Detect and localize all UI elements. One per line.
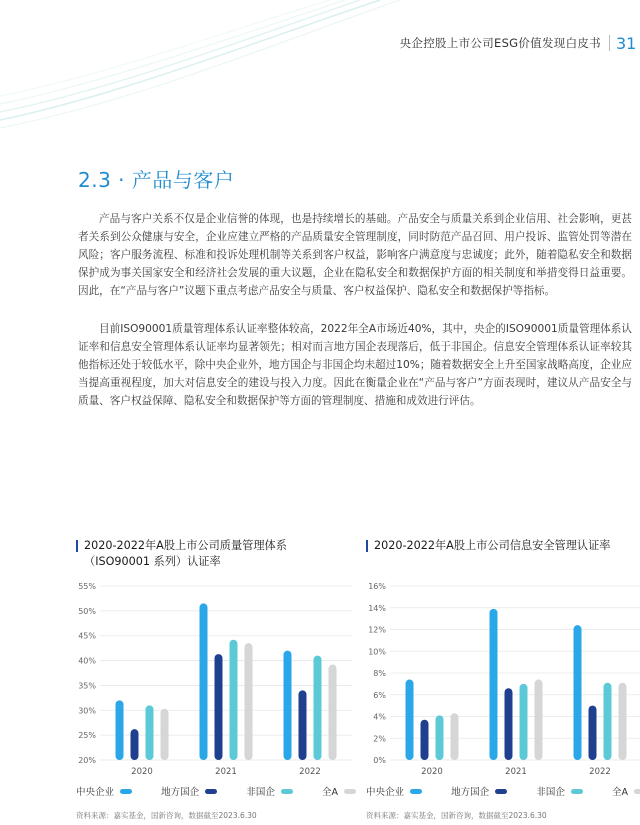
bar xyxy=(299,690,307,760)
x-tick-label: 2021 xyxy=(505,767,527,777)
legend-label: 地方国企 xyxy=(451,787,490,798)
page-number: 31 xyxy=(616,33,637,53)
legend-swatch xyxy=(495,789,507,794)
bar xyxy=(200,603,208,760)
chart-legend xyxy=(366,784,640,798)
bar xyxy=(574,625,582,760)
legend-swatch xyxy=(205,789,217,794)
y-tick-label: 50% xyxy=(78,606,96,616)
title-marker xyxy=(76,540,78,552)
y-tick-label: 30% xyxy=(78,706,96,716)
y-tick-label: 35% xyxy=(78,681,96,691)
bar xyxy=(215,654,223,760)
chart-title-text: 2020-2022年A股上市公司信息安全管理认证率 xyxy=(374,539,611,552)
legend-swatch xyxy=(120,789,132,794)
bar xyxy=(161,709,169,760)
chart-title-text: 2020-2022年A股上市公司质量管理体系（ISO90001 系列）认证率 xyxy=(84,539,287,568)
chart-plot xyxy=(70,580,360,780)
y-tick-label: 45% xyxy=(78,631,96,641)
y-tick-label: 20% xyxy=(78,756,96,765)
x-tick-label: 2022 xyxy=(589,767,611,777)
legend-item xyxy=(366,784,422,798)
x-tick-label: 2020 xyxy=(421,767,443,777)
y-tick-label: 55% xyxy=(78,582,96,591)
y-tick-label: 6% xyxy=(373,690,386,700)
bar xyxy=(329,665,337,760)
bar xyxy=(116,700,124,760)
y-tick-label: 0% xyxy=(373,756,386,765)
legend-item xyxy=(246,784,293,798)
bar xyxy=(230,640,238,760)
legend-item xyxy=(451,784,507,798)
legend-item xyxy=(76,784,132,798)
legend-label: 全A xyxy=(611,787,628,798)
legend-swatch xyxy=(344,789,356,794)
chart-infosec-certification xyxy=(360,534,640,820)
legend-label: 地方国企 xyxy=(161,787,200,798)
y-tick-label: 16% xyxy=(368,582,386,591)
legend-swatch xyxy=(571,789,583,794)
y-tick-label: 25% xyxy=(78,731,96,741)
bar xyxy=(284,651,292,760)
legend-swatch xyxy=(410,789,422,794)
legend-item xyxy=(161,784,217,798)
bar xyxy=(604,683,612,760)
legend-label: 全A xyxy=(321,787,338,798)
legend-item xyxy=(536,784,583,798)
legend-item xyxy=(612,784,640,798)
chart-title xyxy=(70,538,335,570)
bar xyxy=(421,720,429,760)
x-tick-label: 2022 xyxy=(299,767,321,777)
y-tick-label: 14% xyxy=(368,603,386,613)
chart-title xyxy=(360,538,625,554)
bar xyxy=(451,713,459,760)
bar xyxy=(406,680,414,760)
y-tick-label: 12% xyxy=(368,625,386,635)
y-tick-label: 4% xyxy=(373,712,386,722)
title-marker xyxy=(366,540,368,552)
bar xyxy=(505,688,513,760)
y-tick-label: 40% xyxy=(78,656,96,666)
legend-label: 中央企业 xyxy=(76,787,115,798)
chart-legend xyxy=(76,784,356,798)
body-paragraph-1: 产品与客户关系不仅是企业信誉的体现，也是持续增长的基础。产品安全与质量关系到企业信用、社会影响，更甚者关系到公众健康与安全，企业应建立严格的产品质量安全管理制度，同时防范产品召回、用户投诉、监管处罚等潜在风险；客户服务流程、标准和投诉处理机制等关系到客户权益，影响客户满意度与忠诚度；此外，随着隐私安全和数据保护成为事关国家安全和经济社会发展的重大议题，企业在隐私安全和数据保护方面的相关制度和举措变得日益重要。因此，在“产品与客户”议题下重点考虑产品安全与质量、客户权益保护、隐私安全和数据保护等指标。 xyxy=(78,213,632,297)
legend-label: 中央企业 xyxy=(366,787,405,798)
y-tick-label: 8% xyxy=(373,669,386,678)
bar xyxy=(245,643,253,760)
bar xyxy=(520,684,528,760)
x-tick-label: 2020 xyxy=(131,767,153,777)
legend-item xyxy=(322,784,356,798)
chart-plot xyxy=(360,580,640,780)
y-tick-label: 2% xyxy=(373,734,386,744)
bar xyxy=(490,609,498,760)
chart-iso-certification xyxy=(70,534,360,820)
bar xyxy=(619,683,627,760)
bar xyxy=(436,715,444,760)
legend-swatch xyxy=(281,789,293,794)
legend-swatch xyxy=(634,789,640,794)
chart-source: 资料来源：嘉实基金，国新咨询，数据截至2023.6.30 xyxy=(76,811,257,820)
y-tick-label: 10% xyxy=(368,647,386,657)
legend-label: 非国企 xyxy=(246,787,275,798)
chart-source: 资料来源：嘉实基金，国新咨询，数据截至2023.6.30 xyxy=(366,811,547,820)
bar xyxy=(589,706,597,760)
x-tick-label: 2021 xyxy=(215,767,237,777)
bar xyxy=(146,705,154,760)
section-title: 2.3 · 产品与客户 xyxy=(78,168,235,192)
document-title: 央企控股上市公司ESG价值发现白皮书 xyxy=(400,35,610,51)
decorative-wave xyxy=(0,0,640,140)
bar xyxy=(314,656,322,760)
body-paragraph-2: 目前ISO90001质量管理体系认证率整体较高，2022年全A市场近40%，其中，央企的ISO90001质量管理体系认证率和信息安全管理体系认证率均显著领先；相对而言地方国企表现落后，低于非国企。信息安全管理体系认证率较其他指标还处于较低水平，除中央企业外，地方国企与非国企均未超过10%；随着数据安全上升至国家战略高度，企业应当提高重视程度，加大对信息安全的建设与投入力度。因此在衡量企业在“产品与客户”方面表现时，建议从产品安全与质量、客户权益保障、隐私安全和数据保护等方面的管理制度、措施和成效进行评估。 xyxy=(78,323,632,407)
legend-label: 非国企 xyxy=(536,787,565,798)
page-header xyxy=(400,34,640,52)
bar xyxy=(535,680,543,760)
bar xyxy=(131,729,139,760)
